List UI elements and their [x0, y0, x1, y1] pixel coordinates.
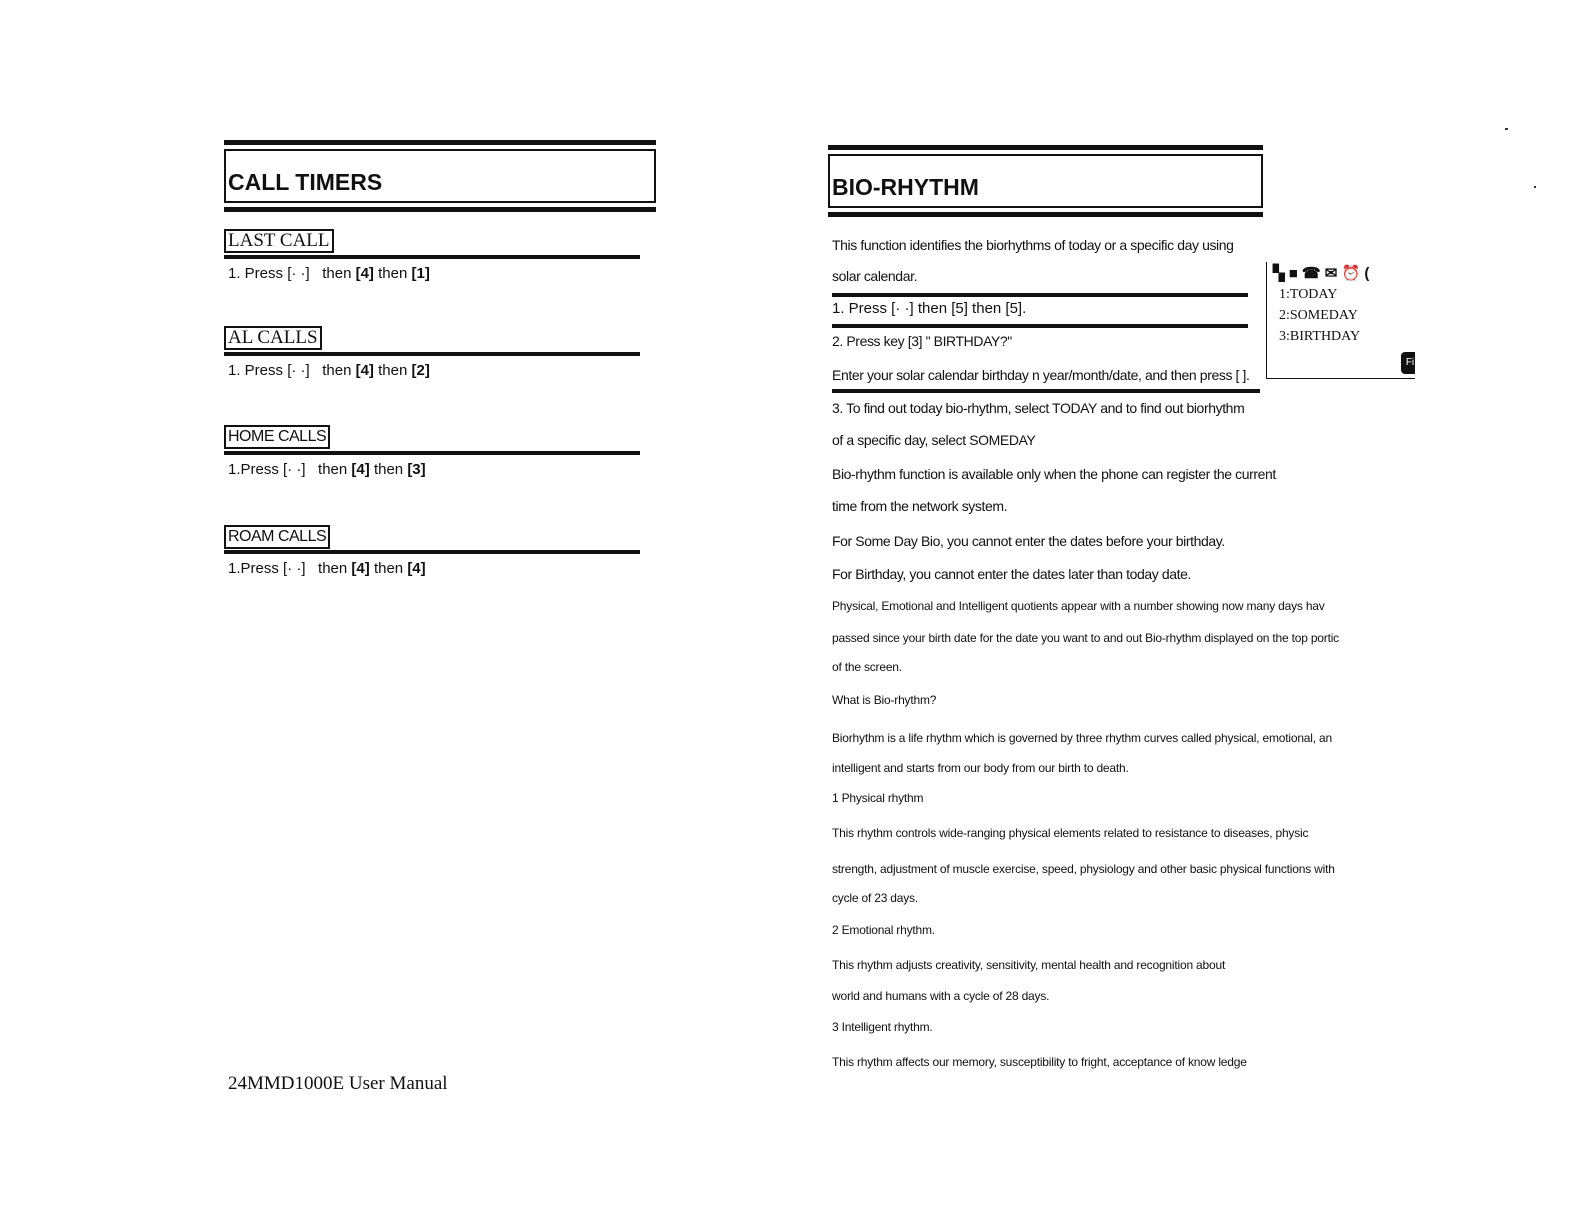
page-title: CALL TIMERS: [228, 169, 383, 195]
body-line: 1 Physical rhythm: [832, 791, 924, 805]
last-call-heading: LAST CALL: [224, 229, 334, 253]
status-bar-icons: ▚ ■ ☎ ✉ ⏰ (: [1273, 265, 1370, 282]
body-line: of a specific day, select SOMEDAY: [832, 432, 1036, 448]
menu-item-birthday: 3:BIRTHDAY: [1279, 329, 1361, 344]
divider: [224, 550, 640, 554]
roam-calls-heading: ROAM CALLS: [224, 525, 330, 549]
body-line: intelligent and starts from our body from our birth to death.: [832, 761, 1129, 775]
call-timers-header-frame: [224, 149, 656, 203]
footer-manual-name: 24MMD1000E User Manual: [228, 1073, 448, 1094]
home-calls-heading: HOME CALLS: [224, 425, 330, 449]
step-line: 1.Press [· ·] then [4] then [3]: [228, 461, 426, 478]
body-line: Physical, Emotional and Intelligent quotients appear with a number showing now many days hav: [832, 599, 1325, 613]
section-title: BIO-RHYTHM: [832, 174, 979, 200]
body-line: 3. To find out today bio-rhythm, select TODAY and to find out biorhythm: [832, 400, 1245, 416]
body-line: world and humans with a cycle of 28 days.: [832, 989, 1050, 1003]
menu-item-today: 1:TODAY: [1279, 287, 1338, 302]
body-line: of the screen.: [832, 660, 902, 674]
divider: [224, 255, 640, 259]
all-calls-heading: AL CALLS: [224, 326, 322, 350]
body-line: This function identifies the biorhythms of today or a specific day using: [832, 237, 1234, 253]
body-line: 2. Press key [3] " BIRTHDAY?": [832, 333, 1012, 349]
divider: [832, 389, 1260, 393]
body-line: Bio-rhythm function is available only when the phone can register the current: [832, 466, 1276, 482]
step-line: 1. Press [· ·] then [4] then [2]: [228, 362, 430, 379]
divider: [832, 324, 1248, 328]
bio-rhythm-header: [828, 145, 1263, 217]
body-line: For Some Day Bio, you cannot enter the dates before your birthday.: [832, 533, 1225, 549]
scan-mark: [1534, 186, 1536, 188]
divider: [224, 451, 640, 455]
body-line: Enter your solar calendar birthday n year/month/date, and then press [ ].: [832, 367, 1250, 383]
body-line: This rhythm adjusts creativity, sensitivity, mental health and recognition about: [832, 958, 1226, 972]
body-line: For Birthday, you cannot enter the dates later than today date.: [832, 566, 1192, 582]
body-line: This rhythm controls wide-ranging physical elements related to resistance to diseases, physic: [832, 826, 1309, 840]
divider: [224, 352, 640, 356]
scan-mark: [1505, 128, 1508, 130]
body-line: 3 Intelligent rhythm.: [832, 1020, 933, 1034]
body-line: 2 Emotional rhythm.: [832, 923, 935, 937]
call-timers-header: [224, 140, 656, 212]
body-line: 1. Press [· ·] then [5] then [5].: [832, 300, 1027, 317]
body-line: Biorhythm is a life rhythm which is governed by three rhythm curves called physical, emotional, an: [832, 731, 1332, 745]
step-line: 1.Press [· ·] then [4] then [4]: [228, 560, 426, 577]
menu-item-someday: 2:SOMEDAY: [1279, 308, 1358, 323]
phone-screen-illustration: [1266, 262, 1415, 379]
body-line: This rhythm affects our memory, susceptibility to fright, acceptance of know ledge: [832, 1055, 1247, 1069]
body-line: solar calendar.: [832, 268, 918, 284]
body-line: cycle of 23 days.: [832, 891, 918, 905]
bio-rhythm-header-frame: [828, 154, 1263, 208]
body-line: time from the network system.: [832, 498, 1008, 514]
body-line: What is Bio-rhythm?: [832, 693, 937, 707]
softkey-label: Fi: [1401, 352, 1415, 374]
step-line: 1. Press [· ·] then [4] then [1]: [228, 265, 430, 282]
body-line: passed since your birth date for the date you want to and out Bio-rhythm displayed on the top portic: [832, 631, 1339, 645]
body-line: strength, adjustment of muscle exercise, speed, physiology and other basic physical functions with: [832, 862, 1335, 876]
divider: [832, 293, 1248, 297]
